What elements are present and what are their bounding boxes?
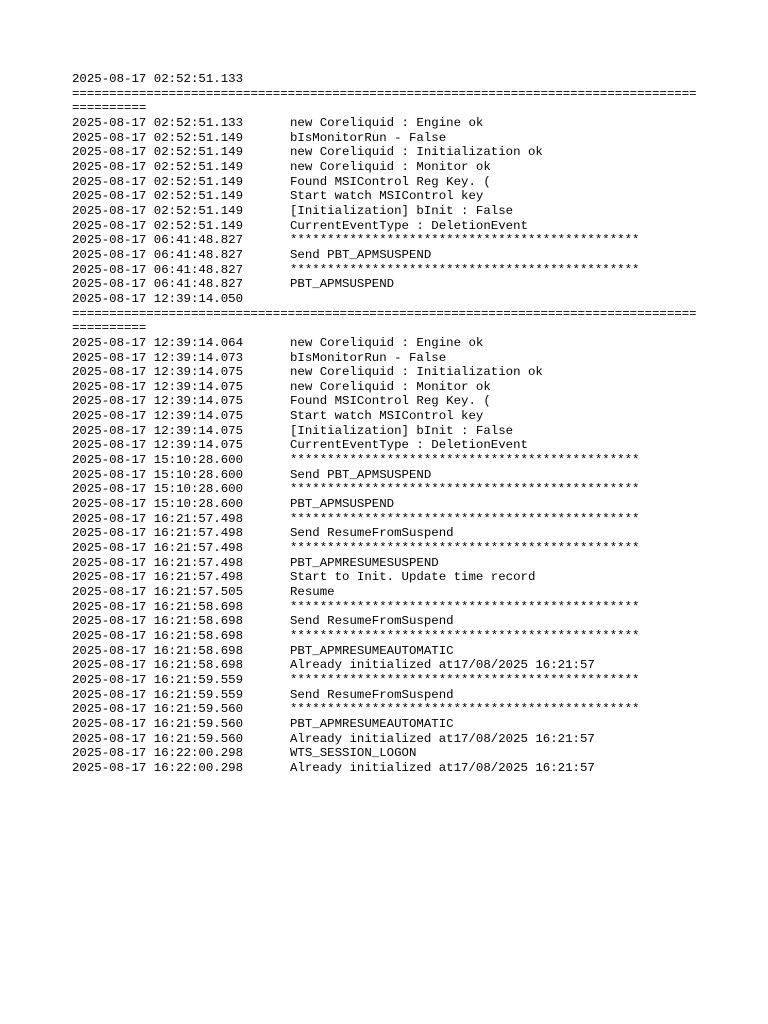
log-timestamp: 2025-08-17 12:39:14.073 — [72, 350, 244, 365]
log-timestamp: 2025-08-17 02:52:51.149 — [72, 203, 244, 218]
log-message: *********************************************** — [290, 672, 640, 687]
log-timestamp: 2025-08-17 06:41:48.827 — [72, 247, 244, 262]
log-entry — [72, 570, 700, 585]
log-entry — [72, 160, 700, 175]
log-message: Already initialized at17/08/2025 16:21:57 — [290, 658, 595, 673]
log-timestamp: 2025-08-17 12:39:14.075 — [72, 394, 244, 409]
log-message: *********************************************** — [290, 453, 640, 468]
log-message: Send PBT_APMSUSPEND — [290, 247, 432, 262]
log-message: WTS_SESSION_LOGON — [290, 746, 417, 761]
log-message: CurrentEventType : DeletionEvent — [290, 438, 528, 453]
log-message: new Coreliquid : Engine ok — [290, 335, 484, 350]
log-entry — [72, 482, 700, 497]
log-entry — [72, 702, 700, 717]
log-timestamp: 2025-08-17 06:41:48.827 — [72, 233, 244, 248]
log-entry — [72, 189, 700, 204]
log-entry — [72, 585, 700, 600]
log-message: [Initialization] bInit : False — [290, 423, 514, 438]
log-timestamp: 2025-08-17 16:21:59.560 — [72, 731, 244, 746]
log-entry — [72, 351, 700, 366]
log-timestamp: 2025-08-17 16:22:00.298 — [72, 746, 244, 761]
log-message: PBT_APMRESUMEAUTOMATIC — [290, 643, 454, 658]
log-message: PBT_APMRESUMEAUTOMATIC — [290, 716, 454, 731]
log-entry — [72, 468, 700, 483]
log-entry — [72, 644, 700, 659]
log-timestamp: 2025-08-17 12:39:14.075 — [72, 409, 244, 424]
log-entry — [72, 761, 700, 776]
log-entry — [72, 233, 700, 248]
log-timestamp: 2025-08-17 02:52:51.149 — [72, 189, 244, 204]
log-entry — [72, 263, 700, 278]
log-entry — [72, 365, 700, 380]
log-timestamp: 2025-08-17 16:21:57.498 — [72, 555, 244, 570]
log-timestamp: 2025-08-17 02:52:51.133 — [72, 115, 244, 130]
log-timestamp: 2025-08-17 16:21:59.559 — [72, 672, 244, 687]
log-message: PBT_APMSUSPEND — [290, 277, 395, 292]
log-timestamp: 2025-08-17 06:41:48.827 — [72, 277, 244, 292]
log-message: Resume — [290, 585, 335, 599]
log-timestamp: 2025-08-17 15:10:28.600 — [72, 453, 244, 468]
log-message: Already initialized at17/08/2025 16:21:57 — [290, 731, 595, 746]
log-timestamp: 2025-08-17 06:41:48.827 — [72, 262, 244, 277]
log-entry — [72, 673, 700, 688]
log-entry — [72, 600, 700, 615]
log-message: *********************************************** — [290, 482, 640, 497]
log-timestamp: 2025-08-17 02:52:51.149 — [72, 174, 244, 189]
log-message: Send ResumeFromSuspend — [290, 526, 454, 541]
log-entry — [72, 732, 700, 747]
separator-line — [72, 307, 700, 336]
log-message: *********************************************** — [290, 599, 640, 614]
separator-text: ============================================================================================== — [72, 306, 697, 336]
log-timestamp: 2025-08-17 16:22:00.298 — [72, 760, 244, 775]
log-message: Found MSIControl Reg Key. ( — [290, 394, 491, 409]
log-timestamp: 2025-08-17 16:21:58.698 — [72, 614, 244, 629]
log-section — [72, 292, 700, 776]
log-timestamp: 2025-08-17 16:21:58.698 — [72, 599, 244, 614]
separator-text: ============================================================================================== — [72, 86, 697, 116]
log-message: new Coreliquid : Engine ok — [290, 115, 484, 130]
log-entry — [72, 424, 700, 439]
log-entry — [72, 380, 700, 395]
log-entry — [72, 438, 700, 453]
log-entry — [72, 453, 700, 468]
log-entry — [72, 131, 700, 146]
log-entry — [72, 717, 700, 732]
log-message: Send PBT_APMSUSPEND — [290, 467, 432, 482]
log-message: *********************************************** — [290, 511, 640, 526]
log-entry — [72, 541, 700, 556]
log-entry — [72, 512, 700, 527]
log-entry — [72, 526, 700, 541]
log-timestamp: 2025-08-17 16:21:57.505 — [72, 585, 244, 599]
log-timestamp: 2025-08-17 16:21:57.498 — [72, 541, 244, 556]
log-message: bIsMonitorRun - False — [290, 130, 447, 145]
log-timestamp: 2025-08-17 16:21:58.698 — [72, 658, 244, 673]
log-entry — [72, 145, 700, 160]
log-timestamp: 2025-08-17 12:39:14.075 — [72, 423, 244, 438]
log-entry — [72, 394, 700, 409]
log-entry — [72, 497, 700, 512]
log-message: Send ResumeFromSuspend — [290, 687, 454, 702]
log-message: Already initialized at17/08/2025 16:21:57 — [290, 760, 595, 775]
log-entry — [72, 556, 700, 571]
log-entry — [72, 116, 700, 131]
session-start-timestamp: 2025-08-17 12:39:14.050 — [72, 291, 244, 306]
session-start-timestamp: 2025-08-17 02:52:51.133 — [72, 72, 244, 86]
log-message: *********************************************** — [290, 541, 640, 556]
log-message: new Coreliquid : Initialization ok — [290, 145, 543, 160]
log-message: Send ResumeFromSuspend — [290, 614, 454, 629]
log-entry — [72, 175, 700, 190]
log-message: new Coreliquid : Initialization ok — [290, 365, 543, 380]
log-message: PBT_APMRESUMESUSPEND — [290, 555, 439, 570]
log-timestamp: 2025-08-17 15:10:28.600 — [72, 467, 244, 482]
log-timestamp: 2025-08-17 16:21:59.560 — [72, 702, 244, 717]
log-timestamp: 2025-08-17 16:21:57.498 — [72, 526, 244, 541]
log-timestamp: 2025-08-17 16:21:59.559 — [72, 687, 244, 702]
log-timestamp: 2025-08-17 16:21:59.560 — [72, 716, 244, 731]
log-timestamp: 2025-08-17 02:52:51.149 — [72, 145, 244, 160]
log-entry — [72, 219, 700, 234]
log-message: bIsMonitorRun - False — [290, 350, 447, 365]
log-timestamp: 2025-08-17 02:52:51.149 — [72, 218, 244, 233]
log-timestamp: 2025-08-17 16:21:58.698 — [72, 643, 244, 658]
log-entry — [72, 277, 700, 292]
log-timestamp: 2025-08-17 02:52:51.149 — [72, 130, 244, 145]
log-entry — [72, 688, 700, 703]
log-entry — [72, 746, 700, 761]
log-message: *********************************************** — [290, 262, 640, 277]
log-entry — [72, 658, 700, 673]
log-document — [72, 72, 700, 776]
log-message: Start watch MSIControl key — [290, 409, 484, 424]
log-timestamp: 2025-08-17 16:21:57.498 — [72, 570, 244, 585]
log-timestamp: 2025-08-17 15:10:28.600 — [72, 497, 244, 512]
log-message: Found MSIControl Reg Key. ( — [290, 174, 491, 189]
log-entry — [72, 204, 700, 219]
log-entry — [72, 248, 700, 263]
log-message: Start to Init. Update time record — [290, 570, 536, 585]
log-entry — [72, 614, 700, 629]
log-message: Start watch MSIControl key — [290, 189, 484, 204]
separator-line — [72, 87, 700, 116]
log-message: *********************************************** — [290, 628, 640, 643]
log-timestamp: 2025-08-17 12:39:14.064 — [72, 335, 244, 350]
log-message: CurrentEventType : DeletionEvent — [290, 218, 528, 233]
log-timestamp: 2025-08-17 16:21:57.498 — [72, 511, 244, 526]
log-timestamp: 2025-08-17 12:39:14.075 — [72, 365, 244, 380]
log-entry — [72, 409, 700, 424]
log-message: new Coreliquid : Monitor ok — [290, 379, 491, 394]
log-message: *********************************************** — [290, 702, 640, 717]
log-section — [72, 72, 700, 292]
log-timestamp: 2025-08-17 15:10:28.600 — [72, 482, 244, 497]
log-message: [Initialization] bInit : False — [290, 203, 514, 218]
log-timestamp: 2025-08-17 12:39:14.075 — [72, 438, 244, 453]
log-message: *********************************************** — [290, 233, 640, 248]
log-timestamp: 2025-08-17 02:52:51.149 — [72, 159, 244, 174]
log-message: new Coreliquid : Monitor ok — [290, 159, 491, 174]
log-message: PBT_APMSUSPEND — [290, 497, 395, 512]
log-entry — [72, 629, 700, 644]
log-entry — [72, 336, 700, 351]
log-timestamp: 2025-08-17 12:39:14.075 — [72, 379, 244, 394]
log-timestamp: 2025-08-17 16:21:58.698 — [72, 628, 244, 643]
